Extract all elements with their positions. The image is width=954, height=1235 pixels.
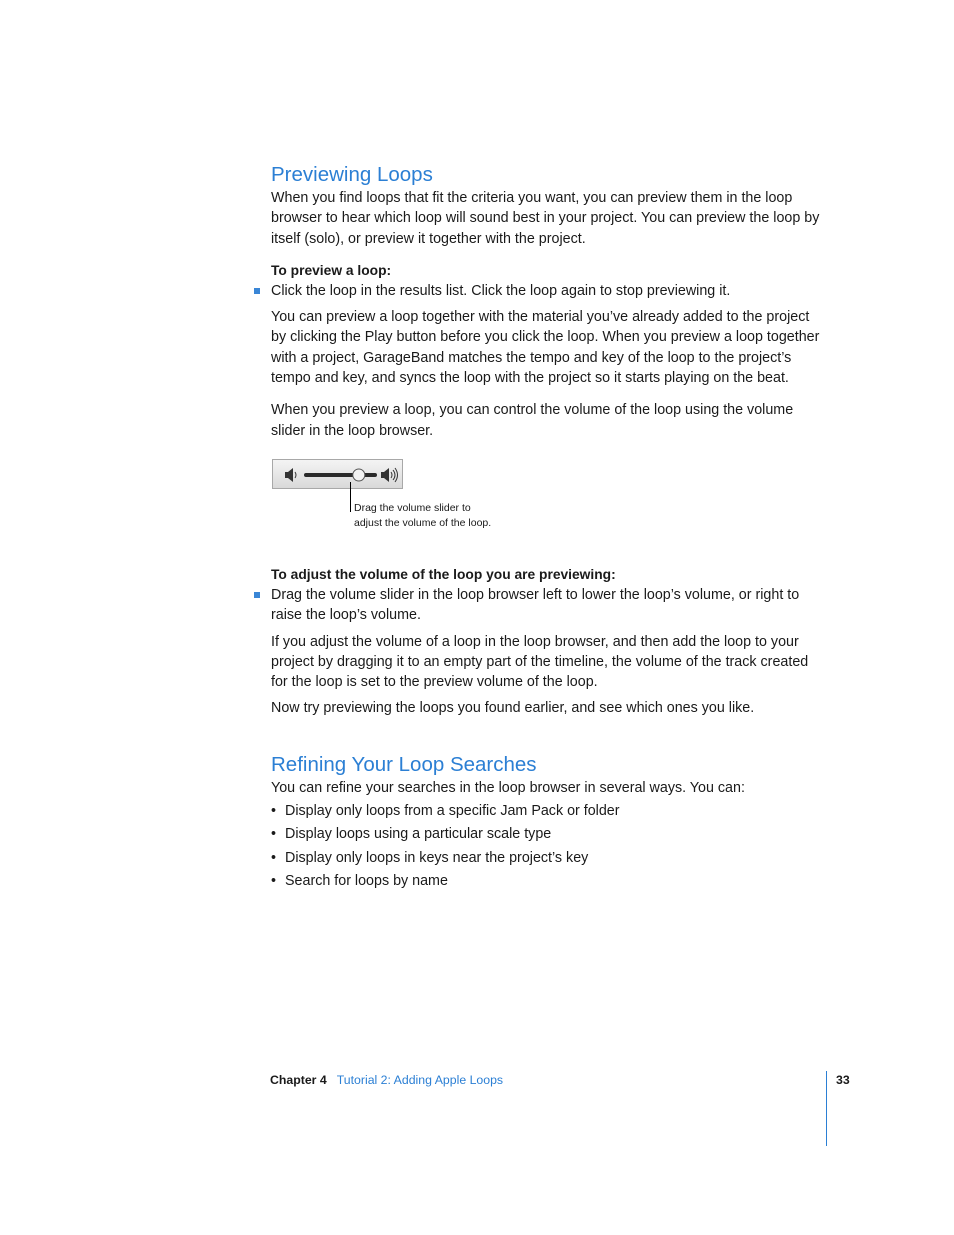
speaker-low-icon	[285, 468, 296, 482]
bullet-dot: •	[271, 872, 277, 889]
step-square-icon	[254, 288, 260, 294]
speaker-high-icon	[381, 468, 398, 482]
bullet-dot: •	[271, 803, 277, 820]
list-item-text: Search for loops by name	[285, 872, 448, 889]
list-item-text: Display only loops from a specific Jam Pack or folder	[285, 803, 620, 820]
slider-callout	[354, 501, 491, 531]
page-number: 33	[836, 1073, 850, 1087]
slider-track	[304, 473, 377, 477]
heading-refining-searches: Refining Your Loop Searches	[271, 752, 537, 776]
volume-slider-graphic	[273, 460, 404, 490]
volume-slider-control[interactable]	[272, 459, 403, 489]
task-preview-title: To preview a loop:	[271, 262, 392, 278]
list-item	[271, 801, 827, 821]
para-preview-together: You can preview a loop together with the material you’ve already added to the project by clicking the Play button before you click the loop. When you preview a loop together with a project, GarageBand matches the tempo and key of the loop to the project’s tempo and key, and syncs the loop with the project so it starts playing on the beat.	[271, 309, 820, 387]
para-try-previewing: Now try previewing the loops you found earlier, and see which ones you like.	[271, 700, 755, 717]
volume-slider-figure	[271, 459, 827, 555]
refine-bullet-list	[271, 801, 827, 891]
page-content	[271, 160, 827, 894]
footer-title: Tutorial 2: Adding Apple Loops	[336, 1073, 504, 1087]
list-item-text: Display only loops in keys near the project’s key	[285, 849, 589, 866]
bullet-dot: •	[271, 849, 277, 866]
intro-previewing: When you find loops that fit the criteria you want, you can preview them in the loop browser to hear which loop will sound best in your project. You can preview the loop by itself (solo), or preview it together with the project.	[271, 190, 820, 247]
task-adjust-step-text: Drag the volume slider in the loop browser left to lower the loop’s volume, or right to raise the loop’s volume.	[271, 586, 800, 624]
list-item	[271, 848, 827, 868]
list-item	[271, 871, 827, 891]
list-item-text: Display loops using a particular scale type	[285, 826, 552, 843]
intro-refining: You can refine your searches in the loop browser in several ways. You can:	[271, 779, 745, 796]
task-preview-step	[271, 281, 827, 301]
list-item	[271, 824, 827, 844]
bullet-dot: •	[271, 826, 277, 843]
task-adjust-step	[271, 585, 827, 626]
page-footer	[270, 1072, 503, 1088]
heading-previewing-loops: Previewing Loops	[271, 163, 433, 186]
slider-knob	[353, 469, 365, 481]
para-volume-control: When you preview a loop, you can control the volume of the loop using the volume slider in the loop browser.	[271, 402, 794, 439]
step-square-icon	[254, 592, 260, 598]
para-adjust-volume: If you adjust the volume of a loop in the loop browser, and then add the loop to your project by dragging it to an empty part of the timeline, the volume of the track created for the loop is set to the preview volume of the loop.	[271, 633, 809, 691]
callout-line-1: Drag the volume slider to	[354, 501, 471, 514]
callout-line-2: adjust the volume of the loop.	[354, 516, 492, 529]
callout-line	[350, 482, 351, 512]
task-preview-step-text: Click the loop in the results list. Click the loop again to stop previewing it.	[271, 282, 731, 299]
footer-chapter: Chapter 4	[270, 1073, 327, 1087]
task-adjust-title: To adjust the volume of the loop you are previewing:	[271, 566, 616, 582]
footer-rule	[826, 1071, 827, 1146]
